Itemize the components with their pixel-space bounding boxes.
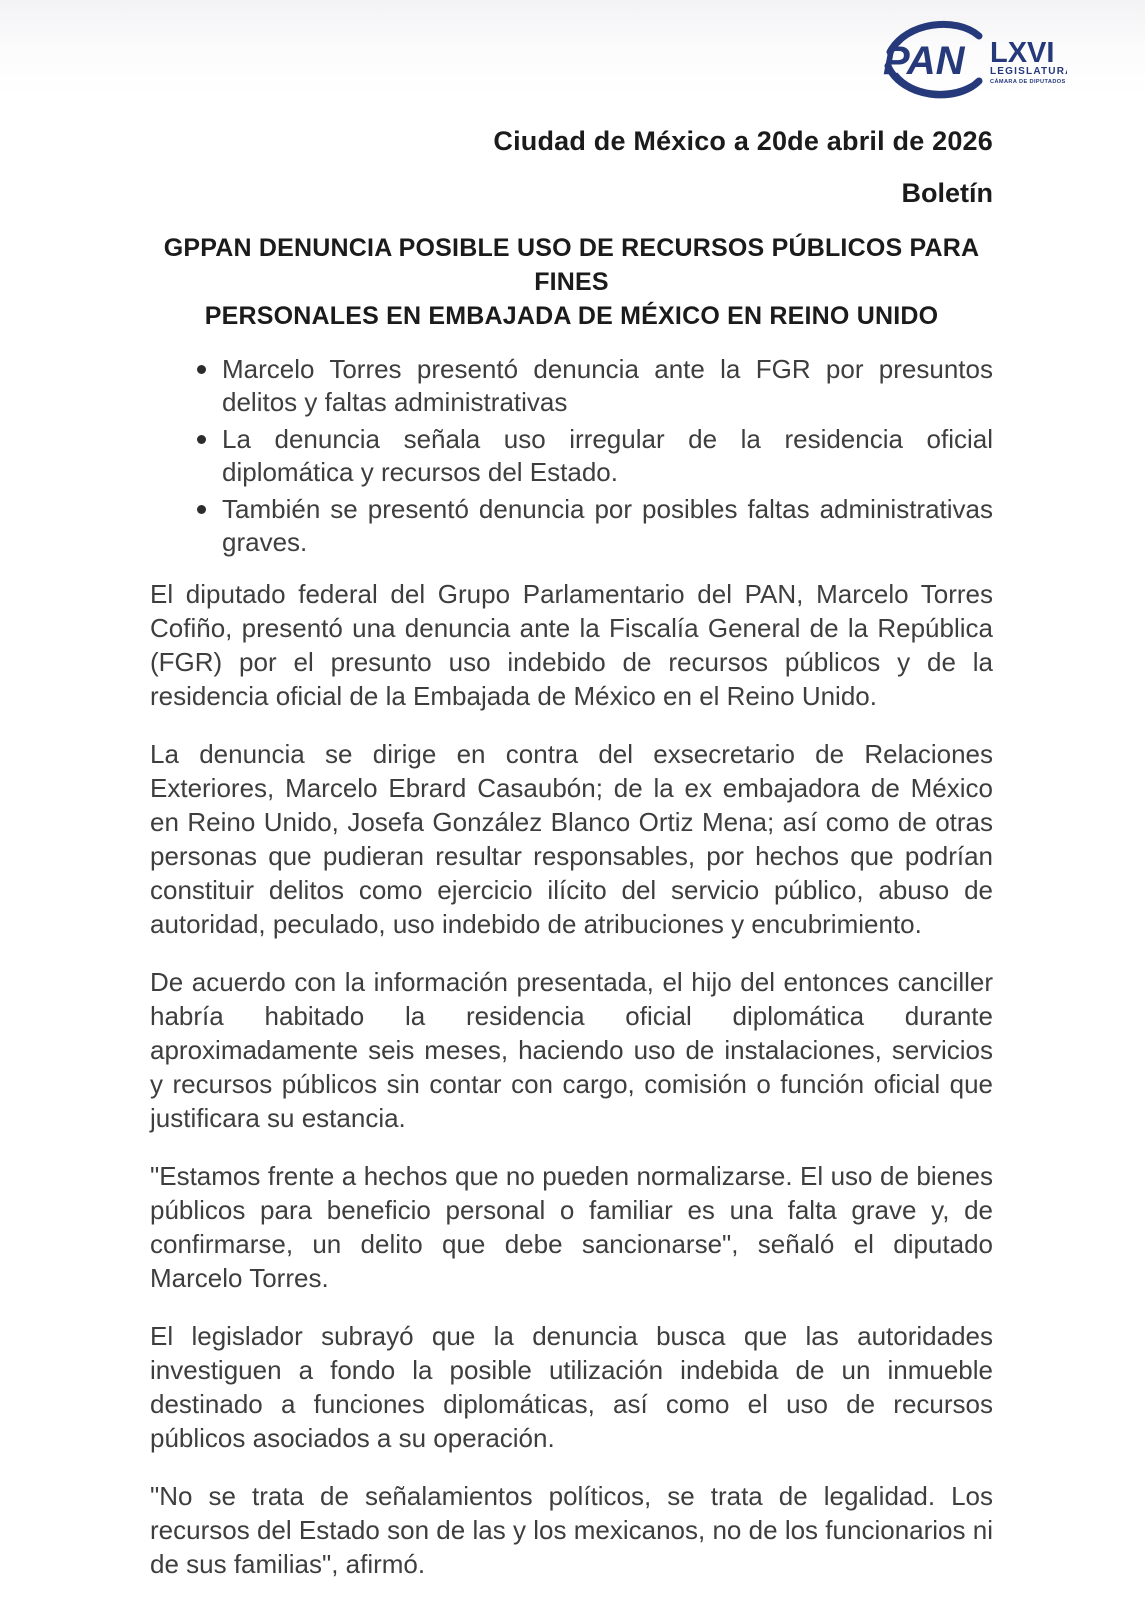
bullet-dot-icon	[197, 365, 206, 374]
logo-legislature-label: LEGISLATURA	[990, 66, 1067, 77]
bullet-dot-icon	[197, 505, 206, 514]
body-paragraphs	[150, 577, 993, 1581]
body-paragraph: "No se trata de señalamientos políticos, se trata de legalidad. Los recursos del Estado son de las y los mexicanos, no de los funcionarios ni de sus familias", afirmó.	[150, 1481, 993, 1579]
headline-line-2: PERSONALES EN EMBAJADA DE MÉXICO EN REINO UNIDO	[204, 302, 939, 330]
bullet-text: Marcelo Torres presentó denuncia ante la FGR por presuntos delitos y faltas administrativas	[222, 354, 993, 417]
body-paragraph: "Estamos frente a hechos que no pueden normalizarse. El uso de bienes públicos para beneficio personal o familiar es una falta grave y, de confirmarse, un delito que debe sancionarse", señaló el diputado Marcelo Torres.	[150, 1161, 993, 1293]
document-content	[150, 0, 993, 1605]
body-paragraph: El legislador subrayó que la denuncia busca que las autoridades investiguen a fondo la posible utilización indebida de un inmueble destinado a funciones diplomáticas, así como el uso de recursos públicos asociados a su operación.	[150, 1321, 993, 1453]
bullet-dot-icon	[197, 435, 206, 444]
body-paragraph: La denuncia se dirige en contra del exsecretario de Relaciones Exteriores, Marcelo Ebrard Casaubón; de la ex embajadora de México en Reino Unido, Josefa González Blanco Ortiz Mena; así como de otras personas que pudieran resultar responsables, por hechos que podrían constituir delitos como ejercicio ilícito del servicio público, abuso de autoridad, peculado, uso indebido de atribuciones y encubrimiento.	[150, 739, 993, 939]
bulletin-label: Boletín	[901, 178, 993, 208]
dateline: Ciudad de México a 20de abril de 2026	[493, 126, 993, 156]
headline	[150, 231, 993, 333]
headline-line-1: GPPAN DENUNCIA POSIBLE USO DE RECURSOS PÚBLICOS PARA FINES	[163, 234, 980, 296]
bullet-item	[150, 353, 993, 419]
body-paragraph: De acuerdo con la información presentada, el hijo del entonces canciller habría habitado la residencia oficial diplomática durante aproximadamente seis meses, haciendo uso de instalaciones, servicios y recursos públicos sin contar con cargo, comisión o función oficial que justificara su estancia.	[150, 967, 993, 1133]
bullet-item	[150, 493, 993, 559]
bullet-text: La denuncia señala uso irregular de la residencia oficial diplomática y recursos del Estado.	[222, 424, 993, 487]
logo-chamber-label: CÁMARA DE DIPUTADOS	[990, 79, 1066, 85]
body-paragraph: El diputado federal del Grupo Parlamentario del PAN, Marcelo Torres Cofiño, presentó una denuncia ante la Fiscalía General de la República (FGR) por el presunto uso indebido de recursos públicos y de la residencia oficial de la Embajada de México en el Reino Unido.	[150, 579, 993, 711]
bullet-list	[150, 353, 993, 559]
logo-brand-text: PAN	[883, 39, 965, 83]
logo-legislature-number: LXVI	[990, 37, 1055, 69]
bullet-item	[150, 423, 993, 489]
bullet-text: También se presentó denuncia por posibles faltas administrativas graves.	[222, 494, 993, 557]
